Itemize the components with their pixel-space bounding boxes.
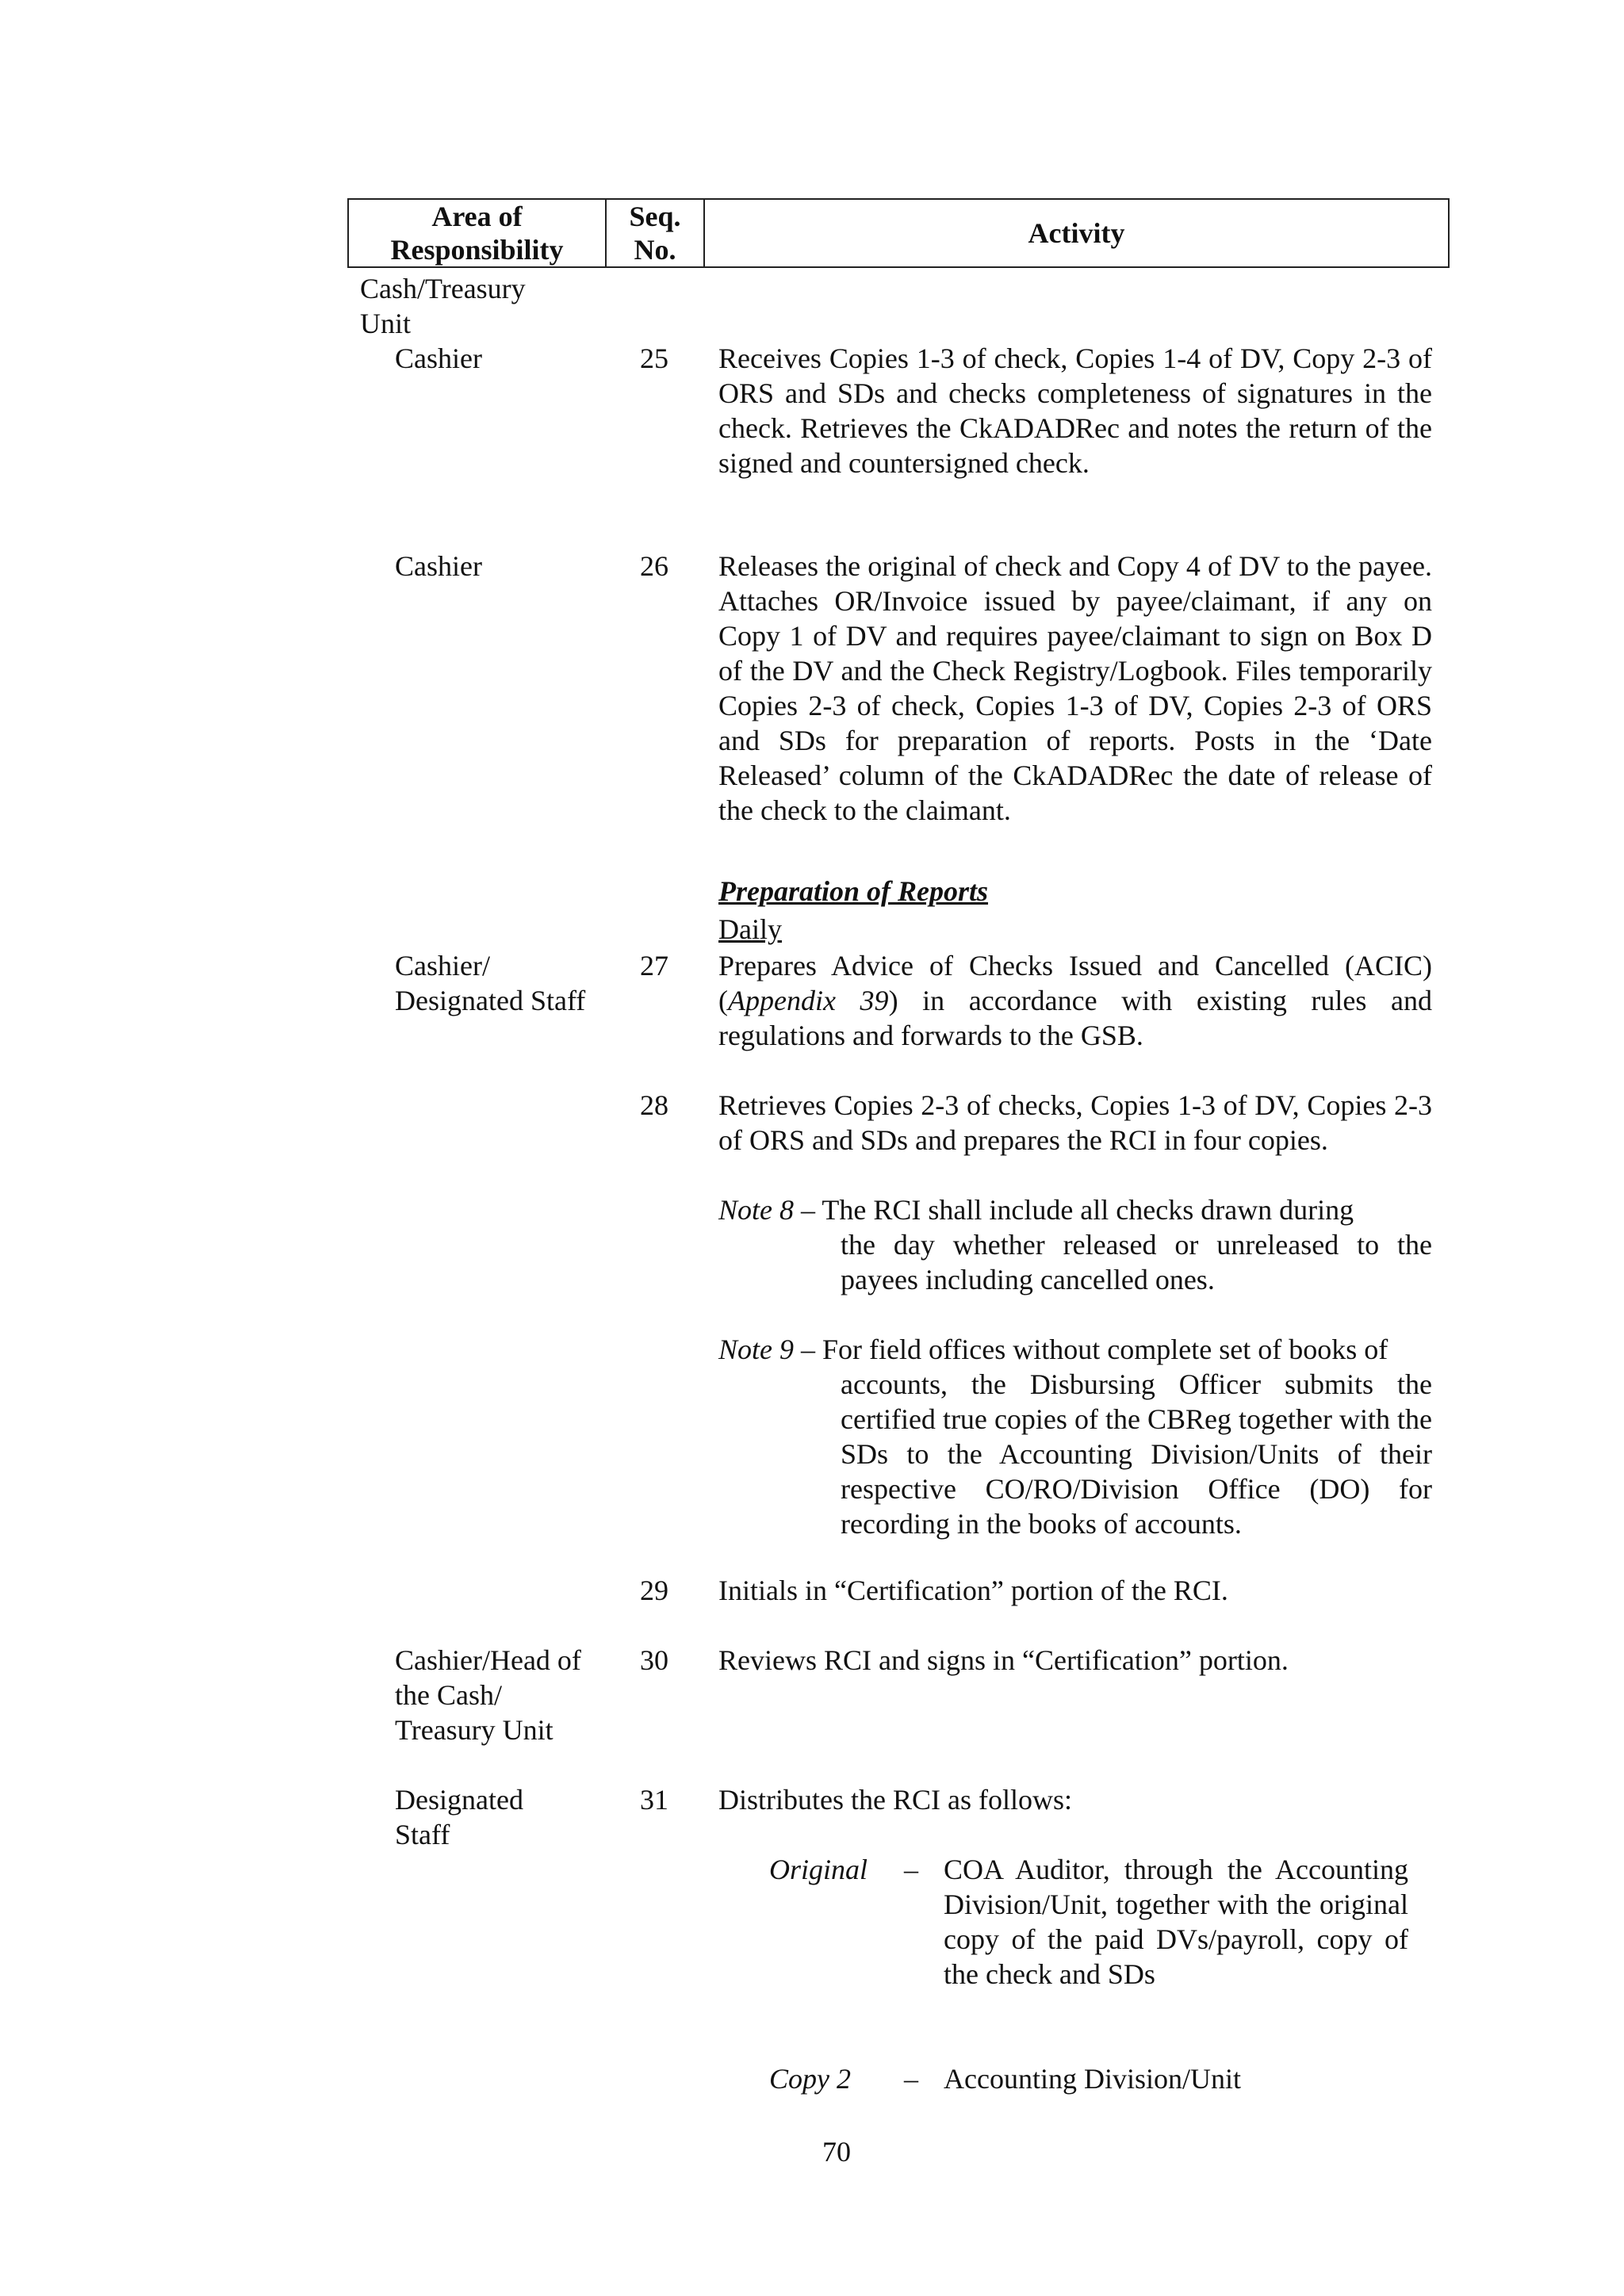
- row-26-activity: Releases the original of check and Copy 4 of DV to the payee. Attaches OR/Invoice issued by payee/claimant, if any on Copy 1 of DV and requires payee/claimant to sign on Box D of the DV and the Check Registry/Logbook. Files temporarily Copies 2-3 of check, Copies 1-3 of DV, Copies 2-3 of ORS and SDs for preparation of reports. Posts in the ‘Date Released’ column of the CkADADRec the date of release of the check to the claimant.: [718, 550, 1432, 826]
- row-27-activity-prefix: Prepares Advice of Checks Issued and Cancelled (ACIC) (: [718, 950, 1432, 1016]
- table-header: [347, 198, 1450, 268]
- row-27-activity: [718, 948, 1432, 1053]
- header-area-of-responsibility: Area of Responsibility: [349, 200, 607, 266]
- row-29-seq: 29: [640, 1575, 668, 1606]
- header-seq-no: Seq. No.: [607, 200, 705, 266]
- distribution-original-dash: –: [904, 1854, 918, 1885]
- row-27-area: Cashier/ Designated Staff: [395, 950, 586, 1016]
- header-activity: Activity: [1028, 217, 1125, 249]
- distribution-original-text: COA Auditor, through the Accounting Division/Unit, together with the original copy of the paid DVs/payroll, copy of the check and SDs: [944, 1854, 1408, 1990]
- row-30-activity: Reviews RCI and signs in “Certification” portion.: [718, 1644, 1289, 1676]
- row-26-area: Cashier: [395, 550, 482, 582]
- row-30-area: Cashier/Head of the Cash/ Treasury Unit: [395, 1644, 581, 1746]
- note-9-first-line: [718, 1332, 1432, 1367]
- note-8-dash: –: [801, 1194, 815, 1226]
- section-heading: Preparation of Reports: [718, 875, 989, 907]
- note-8-label: Note 8: [718, 1194, 794, 1226]
- distribution-copy2-label: Copy 2: [769, 2063, 851, 2095]
- note-8-text: the day whether released or unreleased to the payees including cancelled ones.: [841, 1229, 1432, 1295]
- note-9-text: accounts, the Disbursing Officer submits the certified true copies of the CBReg together with the SDs to the Accounting Division/Units of their respective CO/RO/Division Office (DO) for recording in the books of accounts.: [841, 1368, 1432, 1540]
- row-27-appendix-ref: Appendix 39: [728, 985, 889, 1016]
- note-8-first-line: [718, 1192, 1432, 1227]
- row-25-activity: Receives Copies 1-3 of check, Copies 1-4 of DV, Copy 2-3 of ORS and SDs and checks completeness of signatures in the check. Retrieves the CkADADRec and notes the return of the signed and countersigned check.: [718, 342, 1432, 479]
- distribution-original-label: Original: [769, 1854, 868, 1885]
- note-9-text-start: For field offices without complete set of books of: [822, 1334, 1388, 1365]
- note-8-text-start: The RCI shall include all checks drawn during: [822, 1194, 1354, 1226]
- unit-label: Cash/Treasury Unit: [360, 273, 526, 339]
- subheading-daily: Daily: [718, 913, 782, 945]
- note-9-dash: –: [801, 1334, 815, 1365]
- row-31-area: Designated Staff: [395, 1784, 523, 1850]
- row-28-seq: 28: [640, 1089, 668, 1121]
- row-27-seq: 27: [640, 950, 668, 982]
- distribution-copy2-text: Accounting Division/Unit: [944, 2063, 1241, 2095]
- row-26-seq: 26: [640, 550, 668, 582]
- note-9-label: Note 9: [718, 1334, 794, 1365]
- row-31-seq: 31: [640, 1784, 668, 1816]
- row-27-activity-suffix: ) in accordance with existing rules and regulations and forwards to the GSB.: [718, 985, 1432, 1051]
- page-number: 70: [822, 2136, 851, 2168]
- row-29-activity: Initials in “Certification” portion of the RCI.: [718, 1575, 1228, 1606]
- row-31-activity: Distributes the RCI as follows:: [718, 1784, 1072, 1816]
- row-28-activity: Retrieves Copies 2-3 of checks, Copies 1-3 of DV, Copies 2-3 of ORS and SDs and prepares the RCI in four copies.: [718, 1089, 1432, 1156]
- distribution-copy2-dash: –: [904, 2063, 918, 2095]
- row-25-area: Cashier: [395, 342, 482, 374]
- row-25-seq: 25: [640, 342, 668, 374]
- row-30-seq: 30: [640, 1644, 668, 1676]
